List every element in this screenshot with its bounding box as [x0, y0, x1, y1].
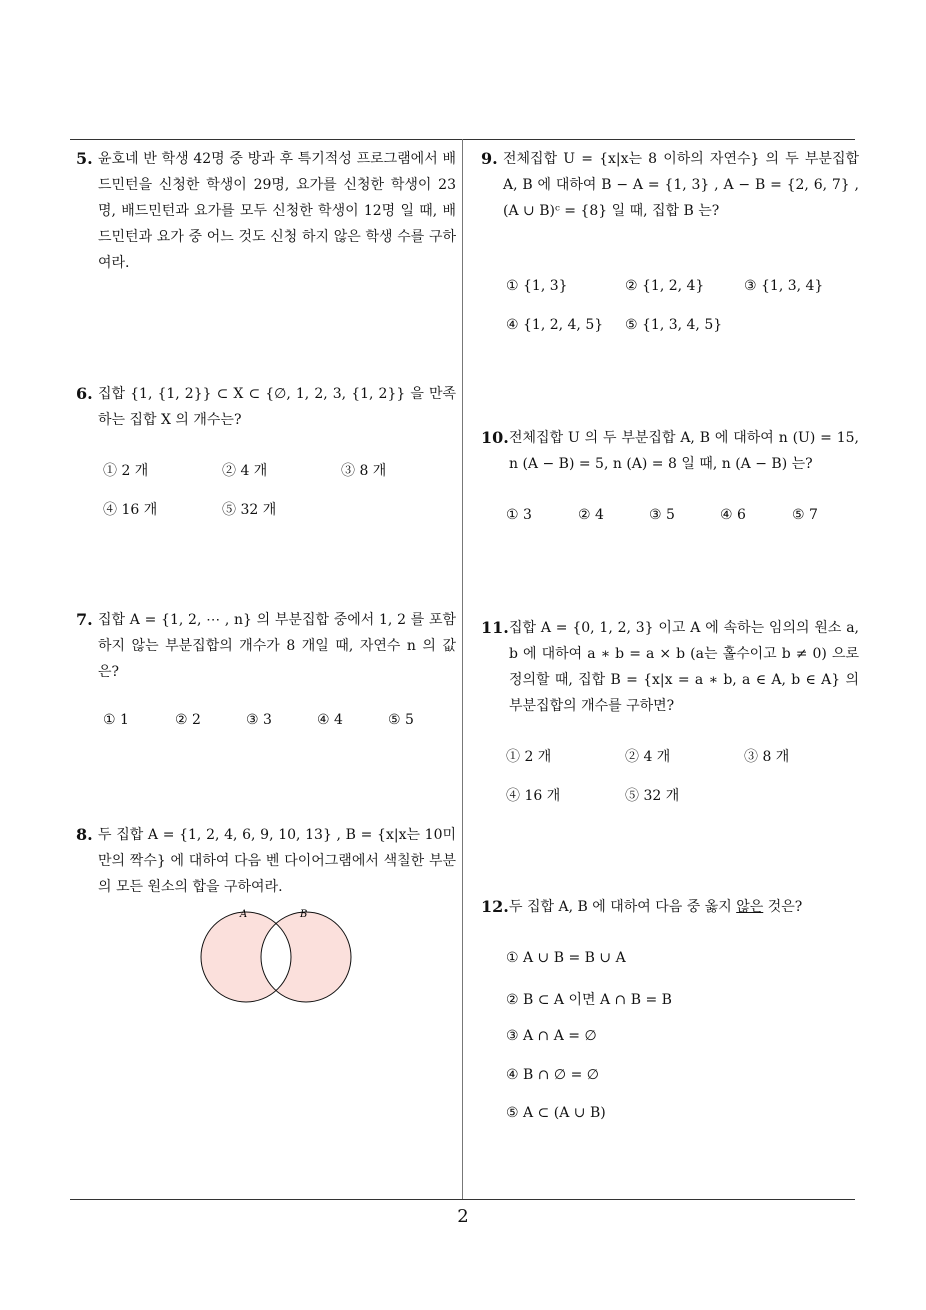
venn-label-a: A: [240, 909, 248, 920]
choice-2[interactable]: ② {1, 2, 4}: [625, 278, 705, 294]
choice-4[interactable]: ④ B ∩ ∅ = ∅: [506, 1067, 599, 1083]
choice-2[interactable]: ② 2: [175, 712, 201, 728]
choice-1[interactable]: ① 3: [506, 507, 532, 523]
question-text: 집합 {1, {1, 2}} ⊂ X ⊂ {∅, 1, 2, 3, {1, 2}} 을 만족하는 집합 X 의 개수는?: [98, 386, 456, 428]
choice-3[interactable]: ③ 5: [649, 507, 675, 523]
choice-3[interactable]: ③ 3: [246, 712, 272, 728]
choice-4[interactable]: ④ {1, 2, 4, 5}: [506, 317, 604, 333]
page-number: 2: [457, 1206, 469, 1227]
venn-diagram: [196, 905, 356, 1010]
question-text: 윤호네 반 학생 42명 중 방과 후 특기적성 프로그램에서 배드민턴을 신청한 학생이 29명, 요가를 신청한 학생이 23명, 배드민턴과 요가를 모두 신청한 학생이 12명 일 때, 배드민턴과 요가 중 어느 것도 신청 하지 않은 학생 수를 구하여라.: [98, 151, 456, 271]
choice-3[interactable]: ③ 8 개: [744, 749, 790, 765]
question-text: 전체집합 U 의 두 부분집합 A, B 에 대하여 n (U) = 15, n (A − B) = 5, n (A) = 8 일 때, n (A − B) 는?: [509, 430, 859, 472]
choice-4[interactable]: ④ 4: [317, 712, 343, 728]
choice-1[interactable]: ① 1: [103, 712, 129, 728]
question-text: 전체집합 U = {x|x는 8 이하의 자연수} 의 두 부분집합 A, B 에 대하여 B − A = {1, 3} , A − B = {2, 6, 7} , (A ∪ B)ᶜ = {8} 일 때, 집합 B 는?: [503, 151, 859, 219]
choice-1[interactable]: ① A ∪ B = B ∪ A: [506, 950, 626, 966]
choice-2[interactable]: ② 4 개: [625, 749, 671, 765]
choice-3[interactable]: ③ A ∩ A = ∅: [506, 1028, 597, 1044]
venn-label-b: B: [300, 909, 308, 920]
question-text: [509, 894, 859, 920]
question-number: 8.: [76, 825, 93, 844]
question-number: 7.: [76, 610, 93, 629]
choice-5[interactable]: ⑤ 7: [792, 507, 818, 523]
question-text-start: 두 집합 A, B 에 대하여 다음 중 옳지: [509, 899, 737, 915]
choice-4[interactable]: ④ 16 개: [103, 502, 158, 518]
choice-4[interactable]: ④ 16 개: [506, 788, 561, 804]
question-number: 5.: [76, 149, 93, 168]
question-text-end: 것은?: [763, 899, 803, 915]
choice-1[interactable]: ① 2 개: [103, 463, 149, 479]
question-text: 집합 A = {1, 2, ⋯ , n} 의 부분집합 중에서 1, 2 를 포함하지 않는 부분집합의 개수가 8 개일 때, 자연수 n 의 값은?: [98, 612, 456, 680]
question-number: 9.: [481, 149, 498, 168]
choice-1[interactable]: ① {1, 3}: [506, 278, 568, 294]
question-number: 10.: [481, 428, 509, 447]
choice-3[interactable]: ③ {1, 3, 4}: [744, 278, 824, 294]
choice-3[interactable]: ③ 8 개: [341, 463, 387, 479]
choice-5[interactable]: ⑤ 32 개: [222, 502, 277, 518]
question-6: [76, 381, 456, 433]
choice-4[interactable]: ④ 6: [720, 507, 746, 523]
question-7: [76, 607, 456, 685]
choice-2[interactable]: ② 4 개: [222, 463, 268, 479]
question-text: 집합 A = {0, 1, 2, 3} 이고 A 에 속하는 임의의 원소 a, b 에 대하여 a ∗ b = a × b (a는 홀수이고 b ≠ 0) 으로 정의할 때, 집합 B = {x|x = a ∗ b, a ∈ A, b ∈ A} 의 부분집합의 개수를 구하면?: [509, 620, 859, 714]
question-10: [481, 425, 859, 477]
choice-2[interactable]: ② 4: [578, 507, 604, 523]
column-divider: [462, 139, 463, 1200]
question-number: 12.: [481, 897, 509, 916]
choice-5[interactable]: ⑤ 32 개: [625, 788, 680, 804]
choice-5[interactable]: ⑤ 5: [388, 712, 414, 728]
question-12: [481, 894, 859, 920]
choice-5[interactable]: ⑤ {1, 3, 4, 5}: [625, 317, 723, 333]
choice-2[interactable]: ② B ⊂ A 이면 A ∩ B = B: [506, 992, 672, 1008]
question-number: 6.: [76, 384, 93, 403]
underlined-word: 않은: [736, 899, 764, 915]
choice-5[interactable]: ⑤ A ⊂ (A ∪ B): [506, 1105, 606, 1121]
bottom-rule: [70, 1199, 855, 1200]
question-11: [481, 615, 859, 719]
question-number: 11.: [481, 618, 509, 637]
question-5: [76, 146, 456, 276]
question-8: [76, 822, 456, 900]
question-text: 두 집합 A = {1, 2, 4, 6, 9, 10, 13} , B = {x|x는 10미만의 짝수} 에 대하여 다음 벤 다이어그램에서 색칠한 부분의 모든 원소의 합을 구하여라.: [98, 827, 456, 895]
question-9: [481, 146, 859, 224]
choice-1[interactable]: ① 2 개: [506, 749, 552, 765]
